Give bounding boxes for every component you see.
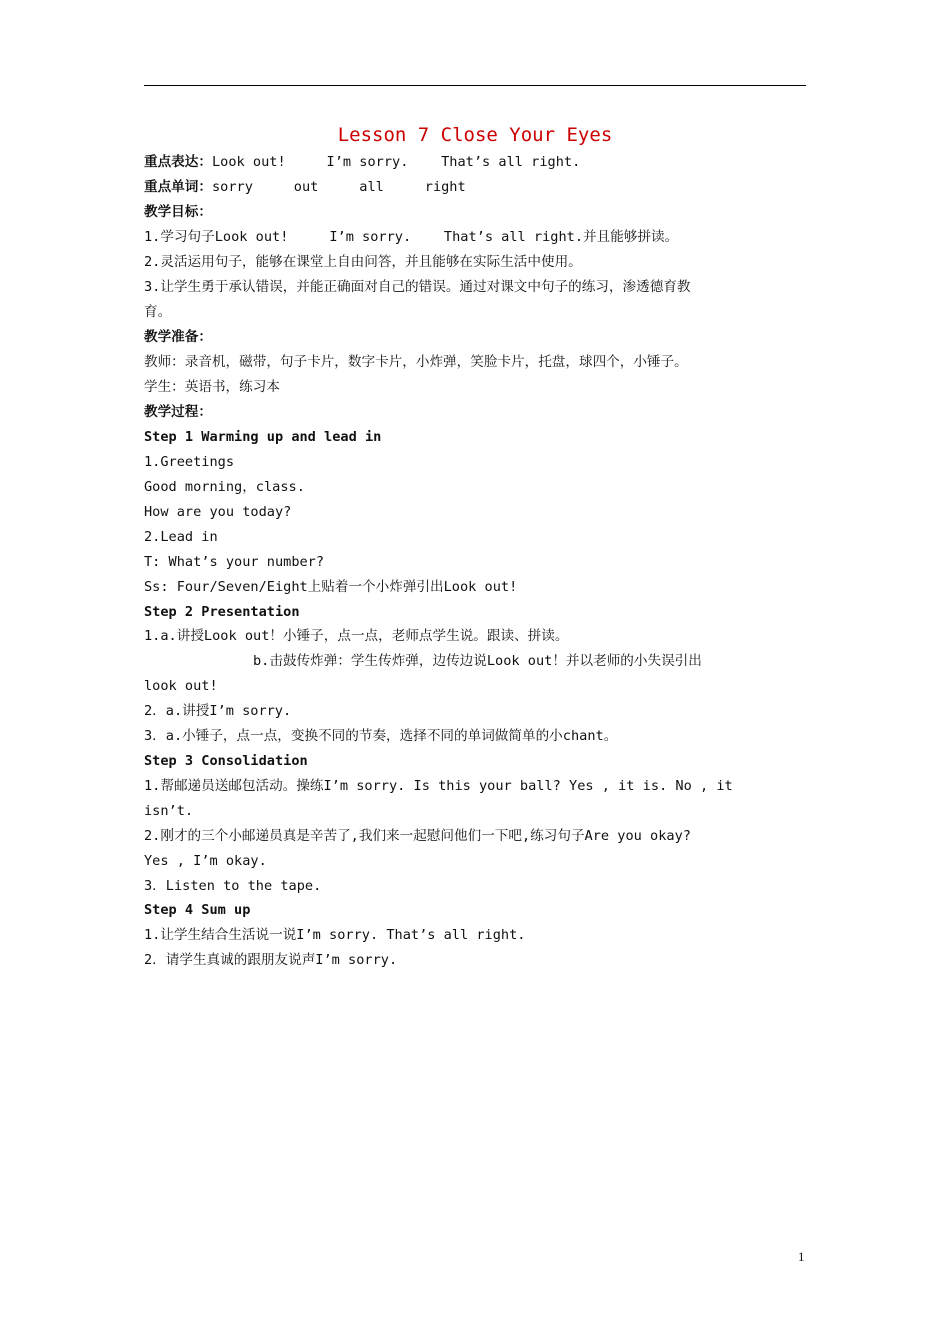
step1-line: Ss: Four/Seven/Eight上贴着一个小炸弹引出Look out! — [144, 579, 518, 595]
step3-line: isn’t. — [144, 803, 194, 819]
key-words-text: sorry out all right — [211, 179, 466, 195]
key-words-label: 重点单词： — [144, 179, 212, 195]
step3-line: 2.刚才的三个小邮递员真是辛苦了,我们来一起慰问他们一下吧,练习句子Are you okay? — [144, 828, 691, 844]
page-number: 1 — [798, 1249, 805, 1264]
preparation-student: 学生：英语书，练习本 — [144, 379, 280, 395]
step4-line: 1.让学生结合生活说一说I’m sorry. That’s all right. — [144, 927, 526, 943]
key-words-line — [144, 178, 466, 196]
objective-item: 1.学习句子Look out! I’m sorry. That’s all right.并且能够拼读。 — [144, 229, 679, 245]
key-expressions-line — [144, 153, 580, 171]
process-heading: 教学过程： — [144, 404, 212, 420]
step2-line: 3．a.小锤子，点一点，变换不同的节奏，选择不同的单词做简单的小chant。 — [144, 728, 618, 744]
step1-line: Good morning，class. — [144, 479, 305, 495]
objective-item: 3.让学生勇于承认错误，并能正确面对自己的错误。通过对课文中句子的练习，渗透德育教 — [144, 279, 691, 295]
step3-line: 1.帮邮递员送邮包活动。操练I’m sorry. Is this your ball? Yes , it is. No , it — [144, 778, 733, 794]
step4-heading: Step 4 Sum up — [144, 902, 251, 918]
objectives-heading: 教学目标： — [144, 204, 212, 220]
step2-heading: Step 2 Presentation — [144, 604, 300, 620]
step3-line: 3．Listen to the tape. — [144, 878, 322, 894]
step3-heading: Step 3 Consolidation — [144, 753, 308, 769]
step1-line: 1.Greetings — [144, 454, 235, 470]
objective-item: 2.灵活运用句子，能够在课堂上自由问答，并且能够在实际生活中使用。 — [144, 254, 582, 270]
step2-line: b.击鼓传炸弹：学生传炸弹，边传边说Look out！并以老师的小失误引出 — [253, 653, 702, 669]
step4-line: 2．请学生真诚的跟朋友说声I’m sorry. — [144, 952, 398, 968]
step1-line: T: What’s your number? — [144, 554, 325, 570]
preparation-teacher: 教师：录音机，磁带，句子卡片，数字卡片，小炸弹，笑脸卡片，托盘，球四个，小锤子。 — [144, 354, 688, 370]
step1-line: 2.Lead in — [144, 529, 218, 545]
step2-line: look out! — [144, 678, 218, 694]
step3-line: Yes , I’m okay. — [144, 853, 267, 869]
step2-line: 2．a.讲授I’m sorry. — [144, 703, 292, 719]
header-rule — [144, 85, 806, 86]
step1-line: How are you today? — [144, 504, 292, 520]
step2-line: 1.a.讲授Look out！小锤子，点一点，老师点学生说。跟读、拼读。 — [144, 628, 569, 644]
preparation-heading: 教学准备： — [144, 329, 212, 345]
step1-heading: Step 1 Warming up and lead in — [144, 429, 382, 445]
key-expressions-label: 重点表达： — [144, 154, 212, 170]
key-expressions-text: Look out! I’m sorry. That’s all right. — [211, 154, 581, 170]
lesson-title: Lesson 7 Close Your Eyes — [337, 124, 613, 146]
objective-item: 育。 — [144, 304, 172, 320]
